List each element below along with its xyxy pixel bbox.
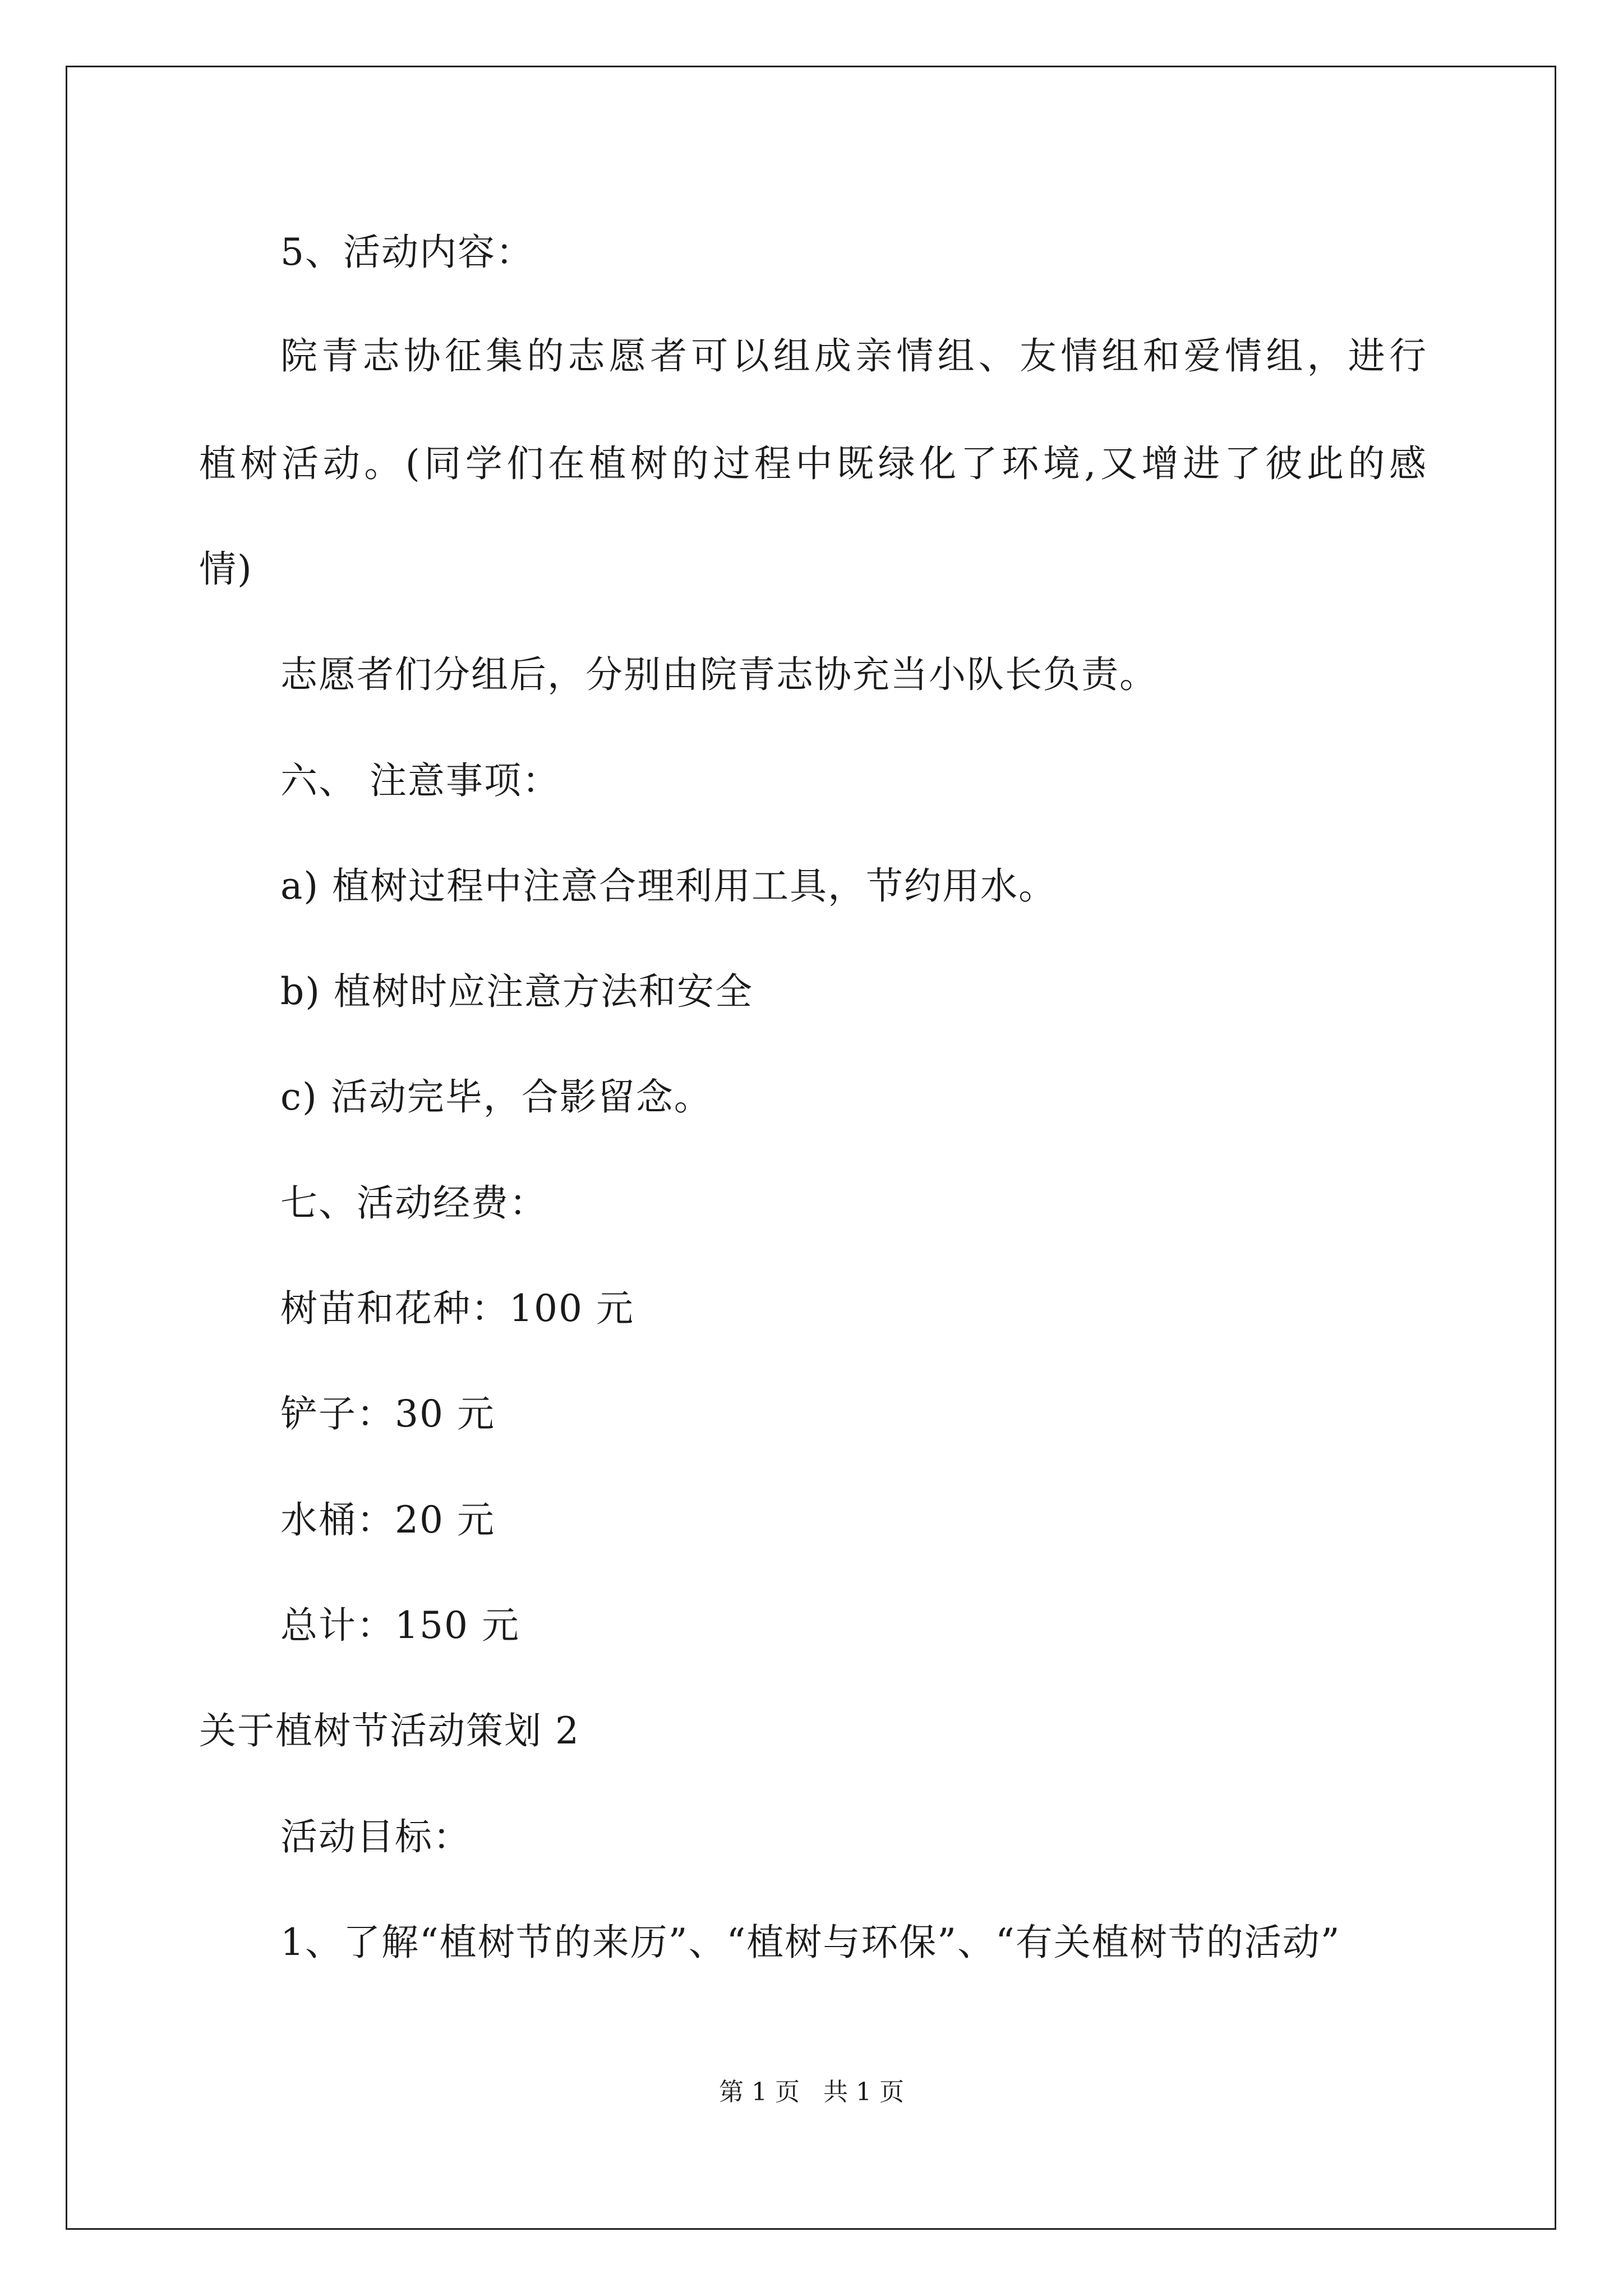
- budget-item: 铲子：30 元: [280, 1392, 495, 1435]
- section-heading-activity-content: 5、活动内容：: [280, 231, 534, 274]
- section-heading-budget: 七、活动经费：: [280, 1181, 547, 1225]
- article-title: 关于植树节活动策划 2: [199, 1709, 580, 1752]
- section-heading-notes: 六、 注意事项：: [280, 759, 560, 802]
- budget-item: 树苗和花种：100 元: [280, 1287, 634, 1330]
- paragraph-line: 情): [199, 547, 253, 591]
- list-item: b) 植树时应注意方法和安全: [280, 970, 753, 1013]
- page-border: [66, 66, 1556, 2230]
- budget-item: 水桶：20 元: [280, 1498, 495, 1542]
- budget-total: 总计：150 元: [280, 1604, 520, 1647]
- list-item: 1、了解“植树节的来历”、“植树与环保”、“有关植树节的活动”: [280, 1921, 1341, 1964]
- paragraph-line: 植树活动。(同学们在植树的过程中既绿化了环境,又增进了彼此的感: [199, 442, 1427, 485]
- paragraph-line: 志愿者们分组后，分别由院青志协充当小队长负责。: [280, 653, 1158, 696]
- list-item: a) 植树过程中注意合理利用工具，节约用水。: [280, 864, 1057, 908]
- page-footer: 第 1 页 共 1 页: [719, 2078, 904, 2106]
- section-heading-goals: 活动目标：: [280, 1815, 471, 1858]
- list-item: c) 活动完毕，合影留念。: [280, 1075, 712, 1119]
- paragraph-line: 院青志协征集的志愿者可以组成亲情组、友情组和爱情组，进行: [280, 334, 1427, 378]
